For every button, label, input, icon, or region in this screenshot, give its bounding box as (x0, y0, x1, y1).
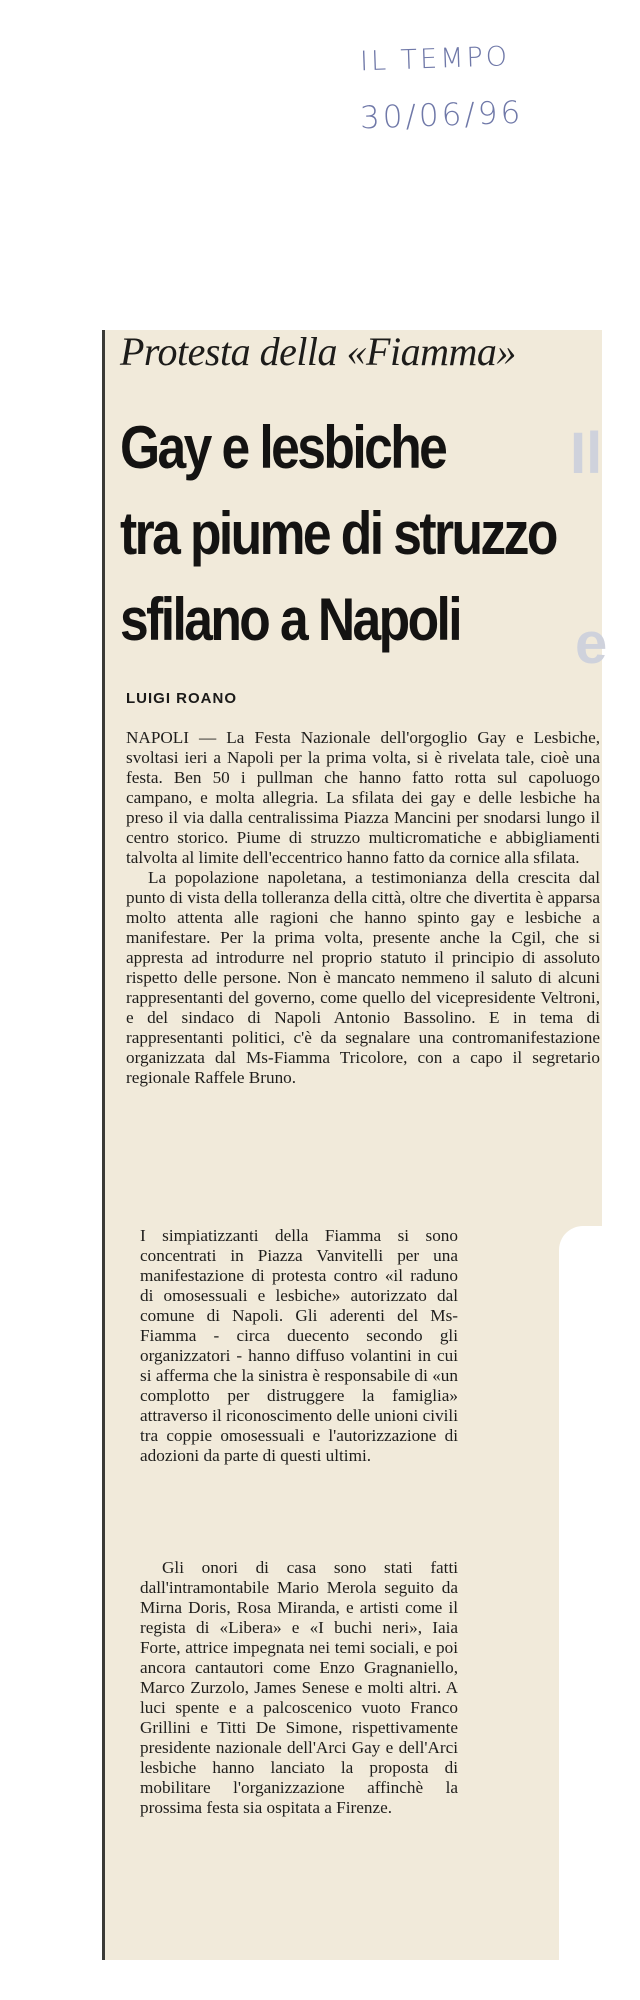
article-headline (120, 405, 556, 663)
handwritten-date: 30/06/96 (359, 94, 524, 137)
article-paragraph: Gli onori di casa sono stati fatti dall'intramontabile Mario Merola seguito da Mirna Doris, Rosa Miranda, e artisti come il regista di «Libera» e «I buchi neri», Iaia Forte, attrice impegnata nei temi sociali, e poi ancora cantautori come Enzo Gragnaniello, Marco Zurzolo, James Senese e molti altri. A luci spente e a palcoscenico vuoto Franco Grillini e Titti De Simone, rispettivamente presidente nazionale dell'Arci Gay e dell'Arci lesbiche hanno lanciato la proposta di mobilitare l'organizzazione affinchè la prossima festa sia ospitata a Firenze. (140, 1558, 458, 1817)
headline-line: tra piume di struzzo (120, 500, 556, 567)
clipping-cut-edge (559, 1226, 609, 1986)
article-body-narrow-2 (140, 1558, 458, 1818)
headline-line: Gay e lesbiche (120, 414, 446, 481)
article-byline: LUIGI ROANO (126, 690, 237, 707)
article-body-wide (126, 728, 600, 1088)
article-body-narrow (140, 1226, 458, 1466)
bleed-through-text: Il (570, 421, 603, 486)
article-kicker: Protesta della «Fiamma» (120, 329, 516, 374)
handwritten-newspaper-name: IL TEMPO (359, 41, 511, 78)
article-paragraph: NAPOLI — La Festa Nazionale dell'orgoglio Gay e Lesbiche, svoltasi ieri a Napoli per la prima volta, si è rivelata tale, cioè una festa. Ben 50 i pullman che hanno fatto rotta sul capoluogo campano, e molta allegria. La sfilata dei gay e delle lesbiche ha preso il via dalla centralissima Piazza Mancini per snodarsi lungo il centro storico. Piume di struzzo multicromatiche e abbigliamenti talvolta al limite dell'eccentrico hanno fatto da cornice alla sfilata. (126, 728, 600, 867)
headline-line: sfilano a Napoli (120, 586, 461, 653)
bleed-through-text: e (575, 611, 608, 676)
article-paragraph: I simpiatizzanti della Fiamma si sono concentrati in Piazza Vanvitelli per una manifestazione di protesta contro «il raduno di omosessuali e lesbiche» autorizzato dal comune di Napoli. Gli aderenti del Ms-Fiamma - circa duecento secondo gli organizzatori - hanno diffuso volantini in cui si afferma che la sinistra è responsabile di «un complotto per distruggere la famiglia» attraverso il riconoscimento delle unioni civili tra coppie omosessuali e l'autorizzazione di adozioni da parte di questi ultimi. (140, 1226, 458, 1465)
article-paragraph: La popolazione napoletana, a testimonianza della crescita dal punto di vista della tolleranza della città, oltre che divertita è apparsa molto attenta alle ragioni che hanno spinto gay e lesbiche a manifestare. Per la prima volta, presente anche la Cgil, che si appresta ad introdurre nel proprio statuto il principio di assoluto rispetto delle persone. Non è mancato nemmeno il saluto di alcuni rappresentanti del governo, come quello del vicepresidente Veltroni, e del sindaco di Napoli Antonio Bassolino. E in tema di rappresentanti politici, c'è da segnalare una contromanifestazione organizzata dal Ms-Fiamma Tricolore, con a capo il segretario regionale Raffele Bruno. (126, 868, 600, 1087)
